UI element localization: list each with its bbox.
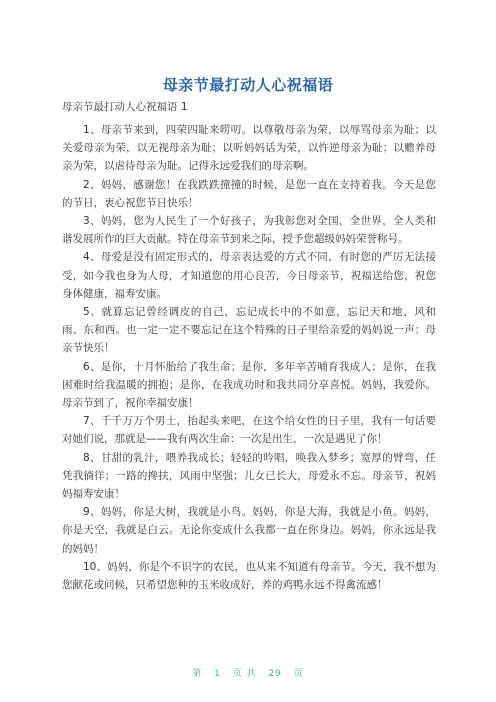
- footer-page-label: 第: [192, 669, 203, 679]
- footer-pages-label: 页: [293, 669, 304, 679]
- document-title: 母亲节最打动人心祝福语: [162, 76, 334, 94]
- paragraph: 1、母亲节来到，四荣四耻来唠叨。以尊敬母亲为荣，以辱骂母亲为耻；以关爱母亲为荣，以无视母亲为耻；以听妈妈话为荣，以忤逆母亲为耻；以赡养母亲为荣，以虐待母亲为耻。记得永远爱我们的母亲啊。: [62, 124, 436, 173]
- footer-total-pages: 29: [268, 669, 282, 679]
- paragraph: 2、妈妈，感谢您！在我跌跌撞撞的时候，是您一直在支持着我。今天是您的节日，衷心祝您节日快乐！: [62, 178, 436, 209]
- footer-current-page: 1: [214, 669, 221, 679]
- document-body: [62, 121, 436, 594]
- footer-of-label: 页 共: [232, 669, 257, 679]
- paragraph: 5、就算忘记曾经调皮的自己，忘记成长中的不如意，忘记天和地、风和雨、东和西。也一定一定不要忘记在这个特殊的日子里给亲爱的妈妈说一声：母亲节快乐！: [62, 306, 436, 355]
- paragraph: 6、是你，十月怀胎给了我生命；是你，多年辛苦哺育我成人；是你，在我困难时给我温暖的拥抱；是你，在我成功时和我共同分享喜悦。妈妈，我爱你。母亲节到了，祝你幸福安康！: [62, 360, 436, 410]
- paragraph: 10、妈妈，你是个不识字的农民，也从来不知道有母亲节。今天，我不想为您献花或问候，只希望您种的玉米收成好，养的鸡鸭永远不得禽流感！: [62, 560, 436, 592]
- paragraph: 7、千千万万个男士，抬起头来吧，在这个给女性的日子里，我有一句话要对她们说，那就是——我有两次生命：一次是出生，一次是遇见了你！: [62, 415, 436, 446]
- document-subtitle: 母亲节最打动人心祝福语 1: [62, 101, 188, 113]
- page-footer: [0, 666, 496, 679]
- paragraph: 9、妈妈，你是大树，我就是小鸟。妈妈，你是大海，我就是小鱼。妈妈，你是天空，我就是白云。无论你变成什么我都一直在你身边。妈妈，你永远是我的妈妈！: [62, 506, 436, 555]
- paragraph: 8、甘甜的乳汁，喂养我成长；轻轻的吟唱，唤我入梦乡；宽厚的臂弯，任凭我徜徉；一路的搀扶，风雨中坚强；儿女已长大，母爱永不忘。母亲节，祝妈妈福寿安康！: [62, 451, 436, 501]
- paragraph: 4、母爱是没有固定形式的，母亲表达爱的方式不同，有时您的严厉无法接受，如今我也身为人母，才知道您的用心良苦，今日母亲节，祝福送给您，祝您身体健康，福寿安康。: [62, 251, 436, 300]
- paragraph: 3、妈妈，您为人民生了一个好孩子，为我彰您对全国，全世界，全人类和谐发展所作的巨大贡献。特在母亲节到来之际，授予您超级妈妈荣誉称号。: [62, 215, 436, 246]
